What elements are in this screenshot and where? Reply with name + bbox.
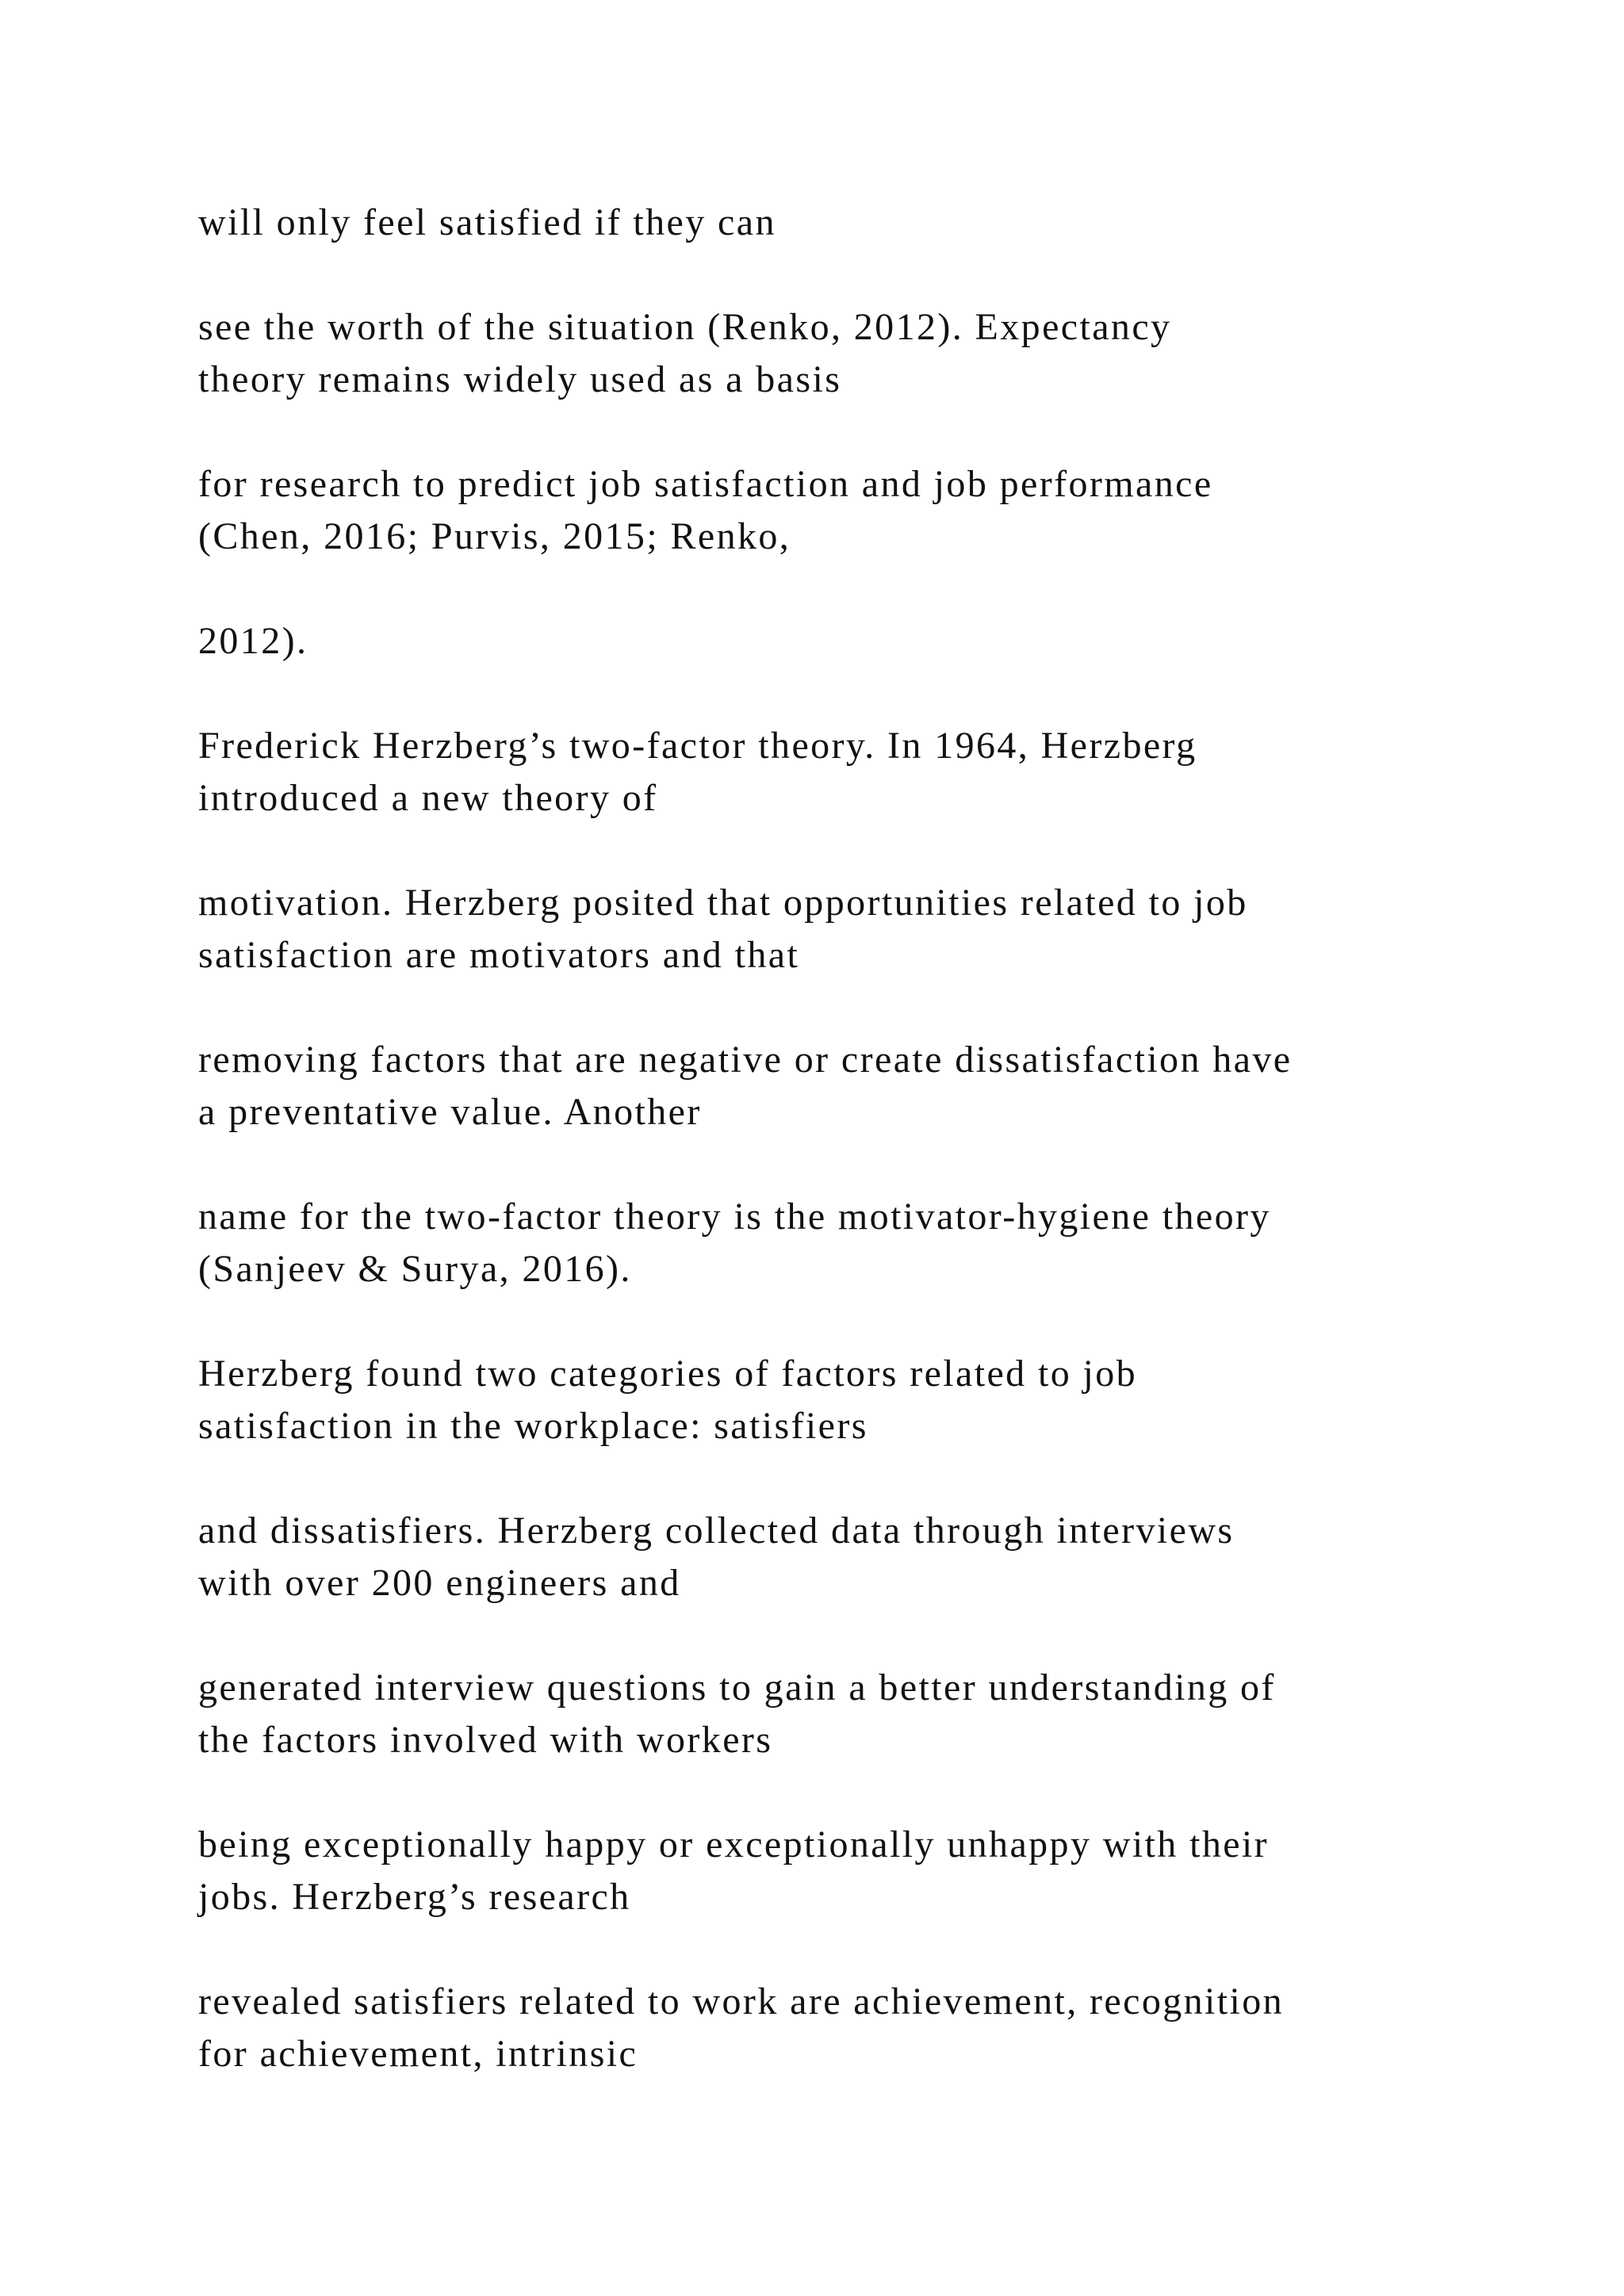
text-line: theory remains widely used as a basis bbox=[198, 358, 842, 400]
paragraph bbox=[198, 1662, 1499, 1766]
text-line: jobs. Herzberg’s research bbox=[198, 1876, 631, 1918]
text-line: the factors involved with workers bbox=[198, 1719, 773, 1761]
text-line: Frederick Herzberg’s two-factor theory. In 1964, Herzberg bbox=[198, 725, 1197, 767]
paragraph bbox=[198, 877, 1499, 982]
text-line: with over 200 engineers and bbox=[198, 1562, 681, 1604]
paragraph bbox=[198, 197, 1499, 249]
text-line: and dissatisfiers. Herzberg collected data through interviews bbox=[198, 1510, 1235, 1552]
paragraph bbox=[198, 301, 1499, 406]
text-line: generated interview questions to gain a better understanding of bbox=[198, 1667, 1276, 1709]
text-line: name for the two-factor theory is the motivator-hygiene theory bbox=[198, 1196, 1271, 1238]
paragraph bbox=[198, 1505, 1499, 1609]
text-line: motivation. Herzberg posited that opportunities related to job bbox=[198, 882, 1248, 924]
paragraph bbox=[198, 1034, 1499, 1138]
paragraph bbox=[198, 1191, 1499, 1295]
text-line: 2012). bbox=[198, 620, 308, 662]
text-line: for research to predict job satisfaction and job performance bbox=[198, 463, 1213, 505]
text-line: revealed satisfiers related to work are achievement, recognition bbox=[198, 1980, 1285, 2022]
paragraph bbox=[198, 720, 1499, 825]
paragraph bbox=[198, 1976, 1499, 2080]
text-line: (Sanjeev & Surya, 2016). bbox=[198, 1248, 632, 1290]
text-line: satisfaction are motivators and that bbox=[198, 934, 800, 976]
text-line: satisfaction in the workplace: satisfiers bbox=[198, 1405, 868, 1447]
text-line: removing factors that are negative or create dissatisfaction have bbox=[198, 1039, 1293, 1081]
text-line: see the worth of the situation (Renko, 2012). Expectancy bbox=[198, 306, 1172, 348]
text-line: for achievement, intrinsic bbox=[198, 2033, 638, 2075]
text-line: a preventative value. Another bbox=[198, 1091, 702, 1133]
text-line: introduced a new theory of bbox=[198, 777, 658, 819]
text-line: Herzberg found two categories of factors related to job bbox=[198, 1353, 1138, 1395]
text-line: being exceptionally happy or exceptionally unhappy with their bbox=[198, 1823, 1270, 1866]
paragraph bbox=[198, 1348, 1499, 1452]
paragraph bbox=[198, 458, 1499, 563]
paragraph bbox=[198, 615, 1499, 668]
paragraph bbox=[198, 1819, 1499, 1923]
text-line: (Chen, 2016; Purvis, 2015; Renko, bbox=[198, 515, 791, 557]
text-line: will only feel satisfied if they can bbox=[198, 201, 776, 243]
